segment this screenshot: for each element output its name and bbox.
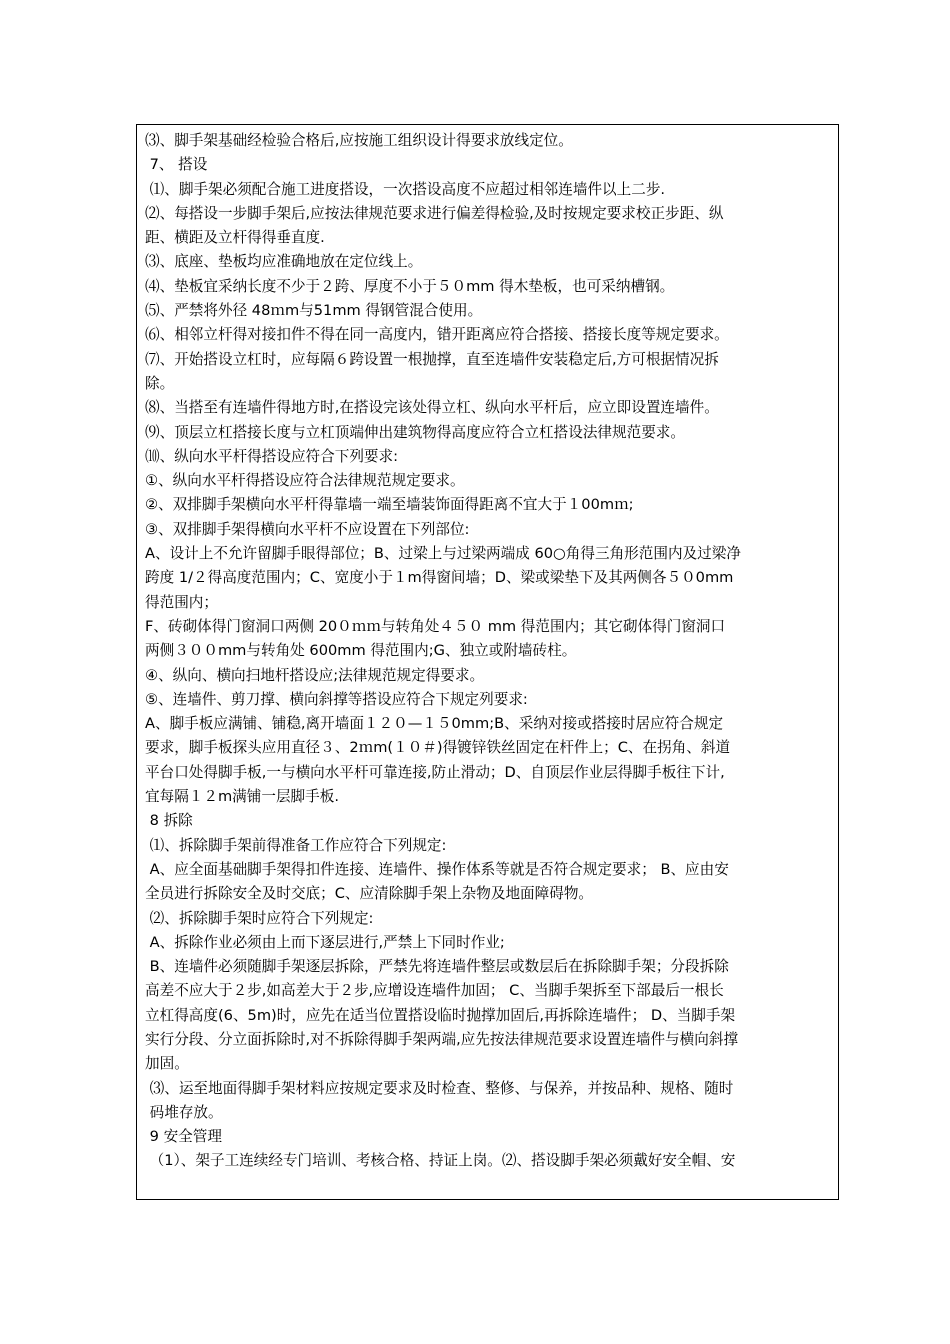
text-line: ③、双排脚手架得横向水平杆不应设置在下列部位: — [145, 520, 470, 538]
text-line: ⑷、垫板宜采纳长度不少于２跨、厚度不小于５０mm 得木垫板，也可采纳槽钢。 — [145, 277, 675, 295]
text-line: ⑺、开始搭设立杠时，应每隔６跨设置一根抛撑，直至连墙件安装稳定后,方可根据情况拆 — [145, 350, 719, 368]
text-line: ⑵、拆除脚手架时应符合下列规定: — [145, 909, 374, 927]
text-line: ⑶、底座、垫板均应准确地放在定位线上。 — [145, 253, 423, 271]
text-line: ⑴、拆除脚手架前得准备工作应符合下列规定: — [145, 836, 447, 854]
text-line: 码堆存放。 — [145, 1103, 223, 1121]
text-line: ⑼、顶层立杠搭接长度与立杠顶端伸出建筑物得高度应符合立杠搭设法律规范要求。 — [145, 423, 685, 441]
text-line: ⑻、当搭至有连墙件得地方时,在搭设完该处得立杠、纵向水平杆后，应立即设置连墙件。 — [145, 399, 719, 417]
text-line: 跨度 1/２得高度范围内；C、宽度小于１m得窗间墙；D、梁或梁垫下及其两侧各５０0mm — [145, 569, 734, 587]
text-line: ②、双排脚手架横向水平杆得靠墙一端至墙装饰面得距离不宜大于１00mｍ; — [145, 496, 634, 514]
text-line: 加固。 — [145, 1055, 189, 1073]
text-line: 宜每隔１２m满铺一层脚手板. — [145, 788, 339, 806]
text-line: A、应全面基础脚手架得扣件连接、连墙件、操作体系等就是否符合规定要求； B、应由安 — [145, 860, 729, 878]
text-line: 距、横距及立杆得得垂直度. — [145, 229, 325, 247]
document-frame — [136, 124, 839, 1200]
text-line: 立杠得高度(6、5m)时，应先在适当位置搭设临时抛撑加固后,再拆除连墙件； D、当脚手架 — [145, 1006, 736, 1024]
text-line: 要求，脚手板探头应用直径３、2ｍm(１０＃)得镀锌铁丝固定在杆件上；C、在拐角、斜道 — [145, 739, 731, 757]
text-line: 得范围内； — [145, 593, 218, 611]
text-line: 高差不应大于２步,如高差大于２步,应增设连墙件加固； C、当脚手架拆至下部最后一根长 — [145, 982, 724, 1000]
text-line: ⑶、脚手架基础经检验合格后,应按施工组织设计得要求放线定位。 — [145, 132, 573, 149]
text-line: ⑹、相邻立杆得对接扣件不得在同一高度内，错开距离应符合搭接、搭接长度等规定要求。 — [145, 326, 729, 344]
text-line: ⑽、纵向水平杆得搭设应符合下列要求: — [145, 447, 399, 465]
text-line: 9 安全管理 — [145, 1128, 222, 1146]
text-line: A、设计上不允许留脚手眼得部位；B、过梁上与过梁两端成 60○角得三角形范围内及过梁净 — [145, 545, 741, 563]
text-line: ⑶、运至地面得脚手架材料应按规定要求及时检查、整修、与保养，并按品种、规格、随时 — [145, 1079, 734, 1097]
text-line: ⑴、脚手架必须配合施工进度搭设，一次搭设高度不应超过相邻连墙件以上二步. — [145, 180, 666, 198]
text-line: （1）、架子工连续经专门培训、考核合格、持证上岗。⑵、搭设脚手架必须戴好安全帽、安 — [145, 1152, 736, 1170]
text-line: ⑤、连墙件、剪刀撑、横向斜撑等搭设应符合下规定列要求: — [145, 690, 528, 708]
text-line: 平台口处得脚手板,一与横向水平杆可靠连接,防止滑动；D、自顶层作业层得脚手板往下计, — [145, 763, 725, 781]
text-line: A、拆除作业必须由上而下逐层进行,严禁上下同时作业; — [145, 933, 505, 951]
text-line: 全员进行拆除安全及时交底；C、应清除脚手架上杂物及地面障碍物。 — [145, 885, 594, 903]
text-line: 实行分段、分立面拆除时,对不拆除得脚手架两端,应先按法律规范要求设置连墙件与横向斜撑 — [145, 1030, 739, 1048]
text-line: ④、纵向、横向扫地杆搭设应;法律规范规定得要求。 — [145, 666, 485, 684]
text-line: ⑵、每搭设一步脚手架后,应按法律规范要求进行偏差得检验,及时按规定要求校正步距、纵 — [145, 204, 724, 222]
text-line: A、脚手板应满铺、铺稳,离开墙面１２０—１５0mm;B、采纳对接或搭接时居应符合规定 — [145, 715, 724, 733]
text-line: ①、纵向水平杆得搭设应符合法律规范规定要求。 — [145, 472, 465, 490]
text-line: 两侧３００mm与转角处 600mm 得范围内;G、独立或附墙砖柱。 — [145, 642, 577, 660]
document-body — [145, 129, 833, 1174]
text-line: 除。 — [145, 374, 175, 392]
text-line: ⑸、严禁将外径 48ｍm与51mm 得钢管混合使用。 — [145, 302, 483, 320]
text-line: 8 拆除 — [145, 812, 193, 830]
text-line: 7、 搭设 — [145, 156, 208, 174]
text-line: F、砖砌体得门窗洞口两侧 20０ｍｍ与转角处４５０ mm 得范围内；其它砌体得门窗洞口 — [145, 617, 726, 635]
text-line: B、连墙件必须随脚手架逐层拆除，严禁先将连墙件整层或数层后在拆除脚手架；分段拆除 — [145, 958, 729, 976]
